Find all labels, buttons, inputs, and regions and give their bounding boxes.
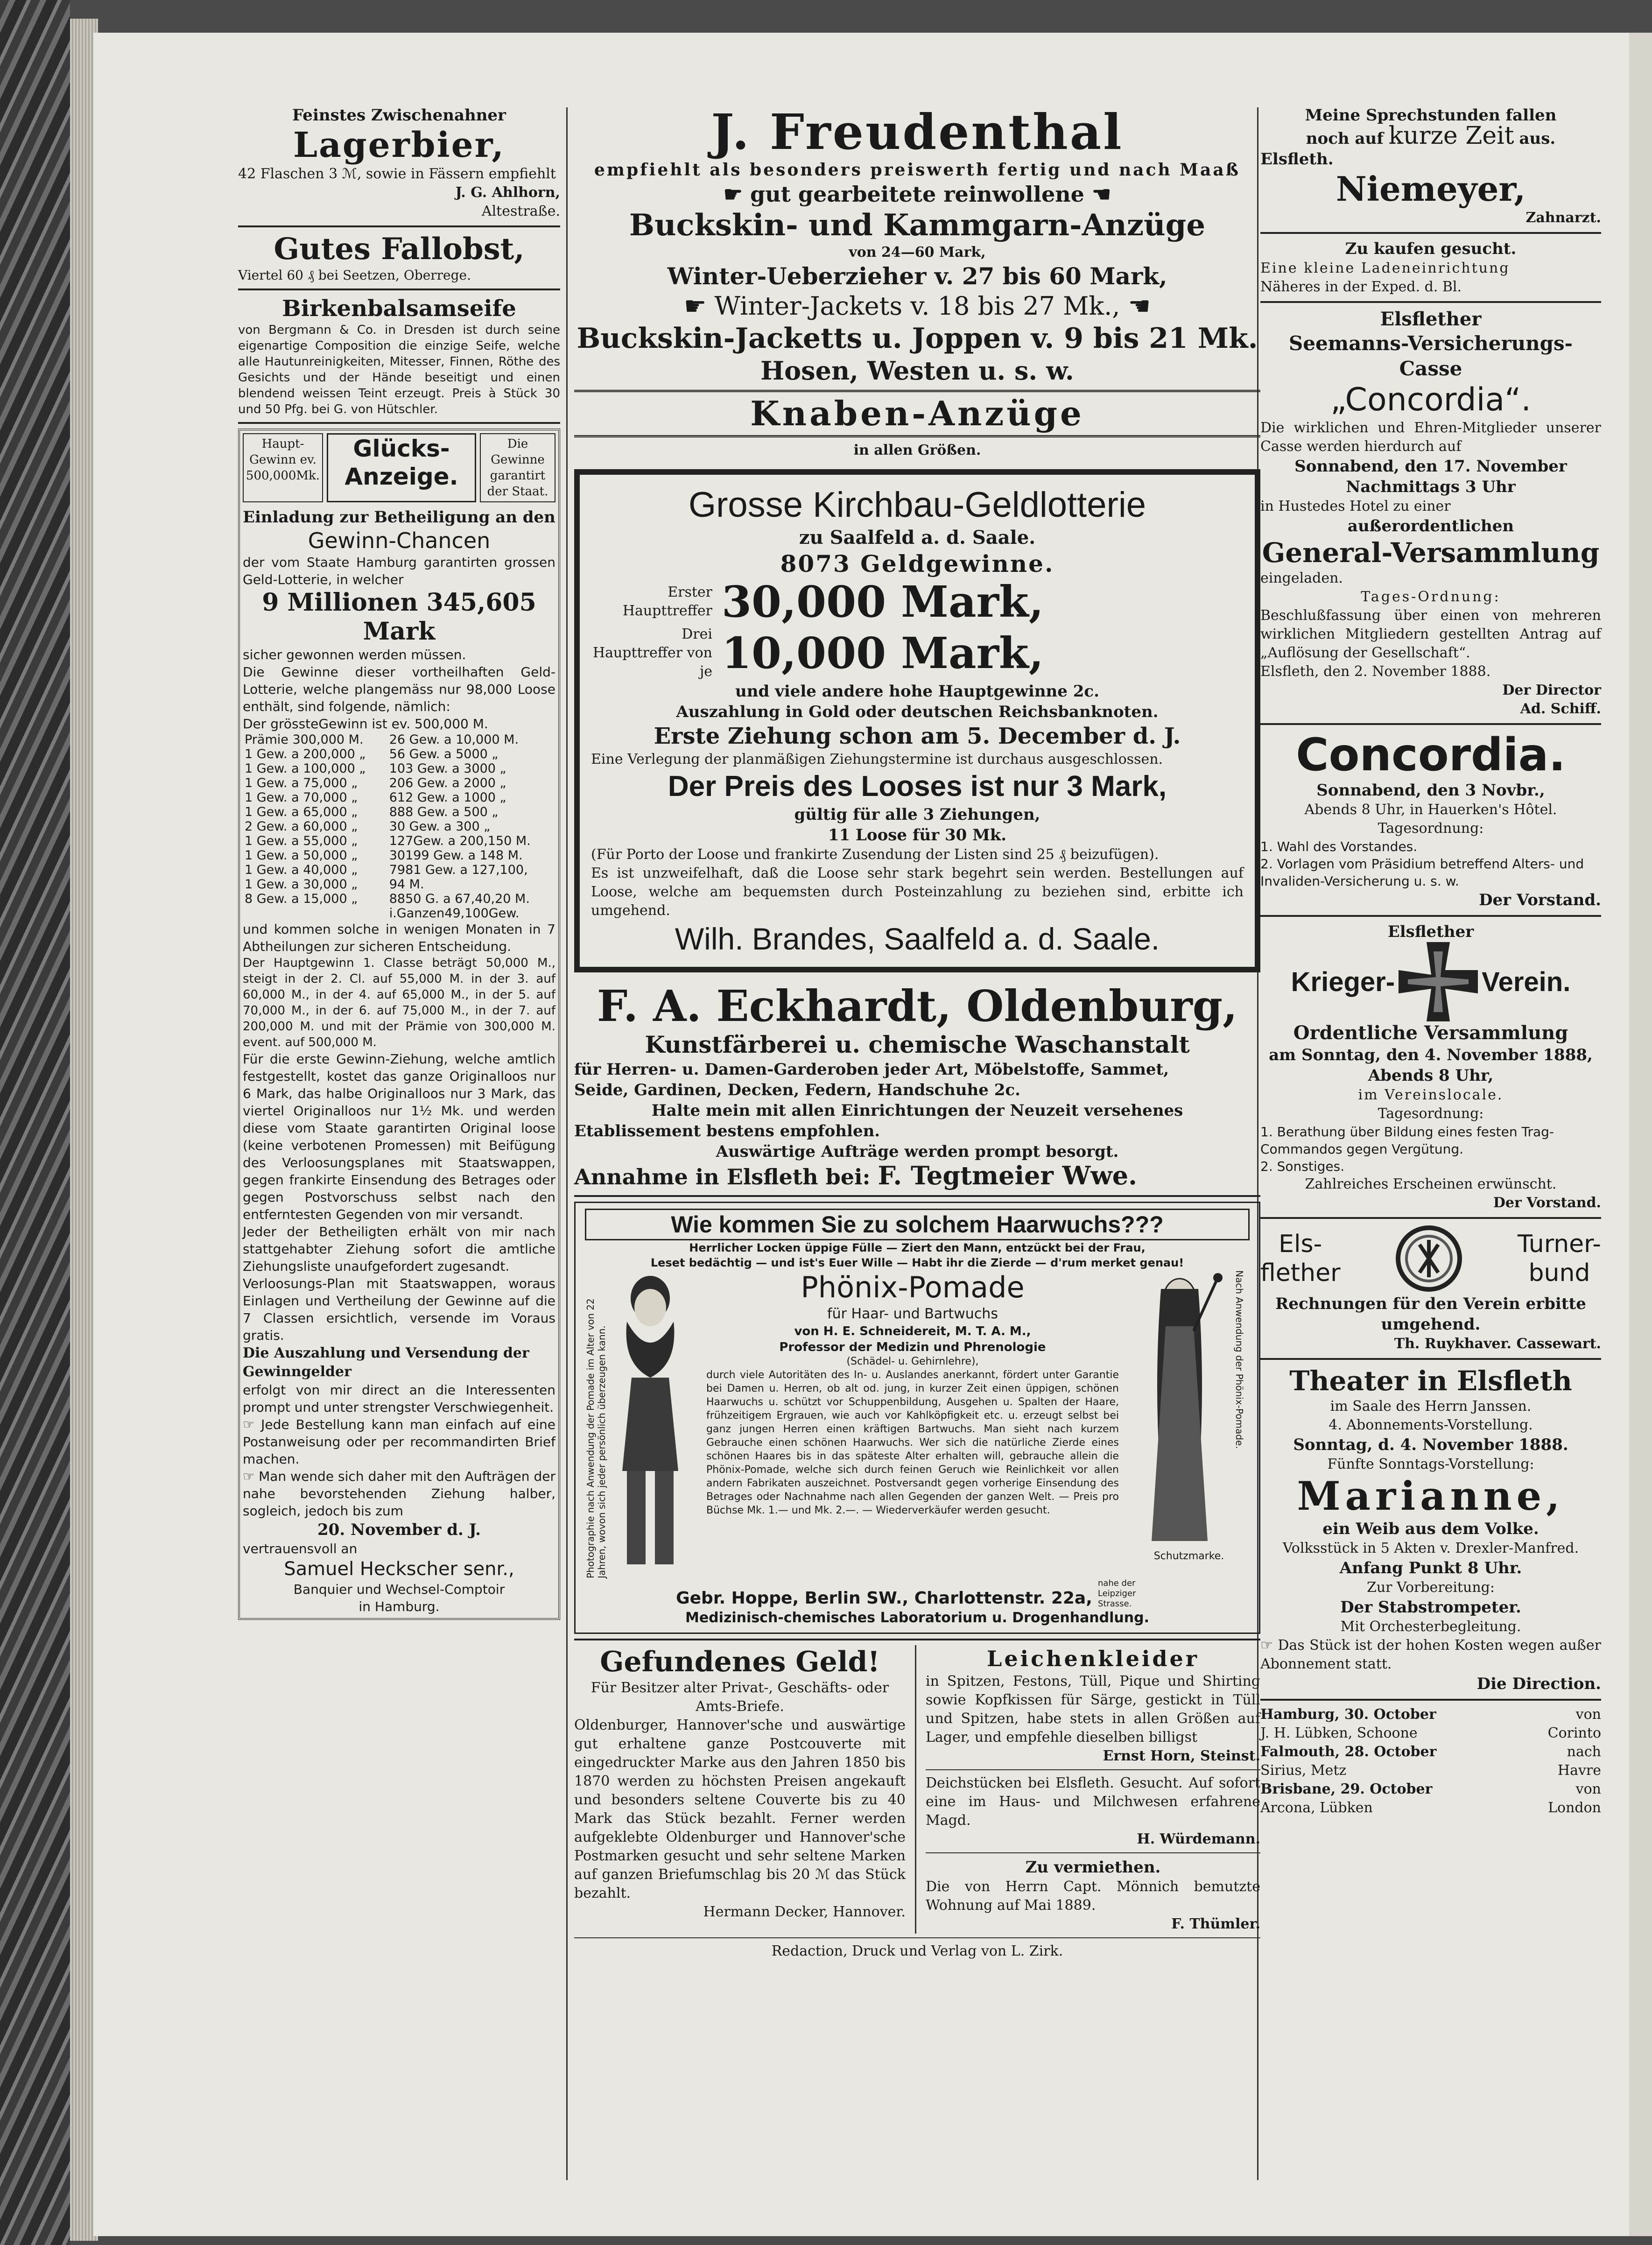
prize-right-cell: 26 Gew. a 10,000 M. (389, 732, 519, 747)
lotterie-p8: erfolgt von mir direct an die Interessenten prompt und unter strengster Verschwiegenheit. (243, 1382, 555, 1415)
sprech-l2 (1260, 122, 1601, 150)
ad-birkenbalsamseife (238, 295, 560, 417)
freudenthal-line1: empfiehlt als besonders preiswerth fertig und nach Maaß (594, 160, 1240, 180)
prize-row (243, 892, 555, 906)
lotterie-title-1: Glücks- (353, 435, 450, 462)
divider (238, 289, 560, 290)
kasse-body1: Die wirklichen und Ehren-Mitglieder unserer Casse werden hierdurch auf (1260, 420, 1601, 455)
prize-right-cell: 30 Gew. a 300 „ (389, 819, 491, 834)
ship-direction: von (1575, 1781, 1601, 1797)
lotterie-p3: Der Hauptgewinn 1. Classe beträgt 50,000 M., steigt in der 2. Cl. auf 55,000 M. in der 3. auf 60,000 M., in der 4. auf 65,000 M., in der 5. auf 70,000 M., in der 6. auf 75,000 M., in der 7. auf 200,000 M. und mit der Prämie von 300,000 M. event. auf 500,000 M. (243, 956, 555, 1049)
lotterie-deadline: 20. November d. J. (317, 1520, 481, 1539)
lotterie-p7: Die Auszahlung und Versendung der Gewinngelder (243, 1345, 529, 1380)
krieger-agenda-h: Tagesordnung: (1378, 1105, 1484, 1122)
ad-fallobst (238, 232, 560, 284)
leichenkleider-seller: Ernst Horn, Steinst. (1103, 1748, 1260, 1764)
turner-header (1260, 1224, 1601, 1294)
eckhardt-l6 (574, 1162, 1260, 1190)
sprech-l2a: noch auf (1306, 129, 1384, 148)
krieger-left: Krieger- (1291, 966, 1395, 997)
prize-row (243, 761, 555, 776)
kirchbau-first-label: Erster Haupttreffer (622, 584, 712, 619)
prize-right-cell: 8850 G. a 67,40,20 M. (389, 892, 530, 906)
phoenix-woman-figure (1128, 1270, 1250, 1578)
prize-left-cell: 1 Gew. a 30,000 „ (245, 877, 358, 892)
ship-entry (1260, 1705, 1601, 1743)
prize-left-cell: 1 Gew. a 50,000 „ (245, 848, 358, 863)
turner-left (1260, 1230, 1340, 1288)
ad-turnerbund (1260, 1224, 1601, 1353)
ad-lagerbier (238, 105, 560, 221)
ad-theater (1260, 1365, 1601, 1694)
phoenix-illustration (585, 1270, 1250, 1578)
krieger-top: Elsflether (1387, 922, 1474, 941)
ad-kirchbau-lotterie (574, 469, 1260, 972)
niemeyer-title: Zahnarzt. (1525, 210, 1601, 226)
prize-right-cell: 612 Gew. a 1000 „ (389, 790, 506, 805)
pointing-hand-left-icon: ☛ (723, 182, 751, 207)
theater-music: Mit Orchesterbegleitung. (1340, 1619, 1521, 1635)
theater-note-text: Das Stück ist der hohen Kosten wegen außer Abonnement statt. (1260, 1637, 1601, 1672)
lotterie-p6: Verloosungs-Plan mit Staatswappen, woraus Einlagen und Vertheilung der Gewinne auf die 7 Classen ersichtlich, versende im Voraus gratis. (243, 1276, 555, 1343)
kasse-l1: Elsflether (1380, 308, 1482, 330)
eckhardt-l2: Seide, Gardinen, Decken, Federn, Handschuhe 2c. (574, 1081, 1020, 1099)
sprech-l2c: aus. (1519, 129, 1556, 148)
ship-destination: London (1548, 1800, 1601, 1816)
lotterie-trust: vertrauensvoll an (243, 1541, 358, 1556)
kasse-name: „Concordia“. (1330, 381, 1531, 418)
ad-kriegerverein (1260, 922, 1601, 1212)
verein-agenda-h: Tagesordnung: (1378, 820, 1484, 837)
freudenthal-line6-text: Winter-Jackets v. 18 bis 27 Mk., (714, 291, 1120, 321)
lotterie-prize-table (243, 732, 555, 921)
ship-port-date: Hamburg, 30. October (1260, 1706, 1436, 1723)
seife-body: von Bergmann & Co. in Dresden ist durch seine eigenartige Composition die einzige Seife, welche alle Hautunreinigkeiten, Mitesser, Finnen, Röthe des Gesichts und der Hände beseitigt und einen blendend weissen Teint erzeugt. Preis à Stück 30 und 50 Pfg. bei G. von Hütschler. (238, 323, 560, 416)
lotterie-p2: und kommen solche in wenigen Monaten in 7 Abtheilungen zur sicheren Entscheidung. (243, 922, 555, 954)
geld-sub: Für Besitzer alter Privat-, Geschäfts- oder Amts-Briefe. (591, 1680, 889, 1715)
deich-seller: H. Würdemann. (1137, 1831, 1260, 1847)
divider (1260, 1217, 1601, 1219)
column-1 (238, 105, 560, 1620)
freudenthal-line7: Buckskin-Jacketts u. Joppen v. 9 bis 21 Mk. (576, 322, 1258, 355)
freudenthal-line4: von 24—60 Mark, (849, 244, 986, 260)
turner-wreath-icon (1394, 1224, 1464, 1294)
theater-play: Marianne, (1297, 1473, 1565, 1519)
phoenix-product: Phönix-Pomade (801, 1270, 1025, 1304)
eckhardt-l6-b: F. Tegtmeier Wwe. (878, 1161, 1137, 1190)
prize-row (243, 776, 555, 790)
kasse-invited: eingeladen. (1260, 570, 1343, 586)
lotterie-p9 (243, 1416, 555, 1468)
divider (238, 225, 560, 227)
phoenix-lab: Medizinisch-chemisches Laboratorium u. Drogenhandlung. (685, 1610, 1150, 1626)
verein-date: Sonnabend, den 3 Novbr., (1316, 781, 1545, 800)
freudenthal-line6 (574, 291, 1260, 322)
prize-row (243, 790, 555, 805)
lotterie-p9-text: Jede Bestellung kann man einfach auf eine Postanweisung oder per recommandirten Brief machen. (243, 1417, 555, 1467)
prize-left-cell (243, 906, 387, 921)
prize-left-cell: 1 Gew. a 55,000 „ (245, 834, 358, 848)
turner-left-1: Els- (1279, 1230, 1322, 1258)
prize-right-cell: 56 Gew. a 5000 „ (389, 747, 499, 761)
ad-concordia-kasse (1260, 308, 1601, 718)
book-marble-edge (0, 0, 70, 2245)
lagerbier-seller: J. G. Ahlhorn, (455, 184, 560, 201)
prize-left-cell: 1 Gew. a 40,000 „ (245, 863, 358, 877)
theater-date: Sonntag, d. 4. November 1888. (1293, 1436, 1568, 1454)
verein-time: Abends 8 Uhr, in Hauerken's Hôtel. (1304, 802, 1557, 818)
ship-destination: Corinto (1547, 1725, 1601, 1741)
lotterie-left-box: Haupt-Gewinn ev. 500,000Mk. (243, 433, 323, 502)
divider (1260, 723, 1601, 725)
bottom-ads-row (574, 1645, 1260, 1934)
krieger-item-2: 2. Sonstiges. (1260, 1159, 1345, 1174)
eckhardt-l6-a: Annahme in Elsfleth bei: (574, 1164, 871, 1189)
prize-left-cell: 1 Gew. a 100,000 „ (245, 761, 366, 776)
ad-phoenix-pomade (574, 1202, 1260, 1634)
prize-left-cell: Prämie 300,000 M. (245, 732, 364, 747)
pointing-hand-icon: ☞ (243, 1417, 261, 1432)
phoenix-l1: Herrlicher Locken üppige Fülle — Ziert den Mann, entzückt bei der Frau, (689, 1241, 1146, 1254)
ad-eckhardt (574, 982, 1260, 1190)
lotterie-p5: Jeder der Betheiligten erhält von mir nach stattgehabter Ziehung sofort die amtliche Ziehungsliste unaufgefordert zugesandt. (243, 1224, 555, 1274)
kasse-meeting: General-Versammlung (1262, 537, 1600, 569)
kirchbau-first-row (591, 578, 1244, 625)
kirchbau-more: und viele andere hohe Hauptgewinne 2c. (735, 682, 1099, 701)
laden-body: Eine kleine Ladeneinrichtung (1260, 260, 1510, 276)
prize-row (243, 732, 555, 747)
krieger-sign: Der Vorstand. (1493, 1195, 1601, 1211)
phoenix-man-figure (585, 1270, 697, 1578)
krieger-call: Zahlreiches Erscheinen erwünscht. (1305, 1176, 1557, 1192)
divider (1260, 232, 1601, 234)
ads-divider (915, 1645, 916, 1934)
freudenthal-line5: Winter-Ueberzieher v. 27 bis 60 Mark, (667, 262, 1167, 290)
prize-left-cell: 1 Gew. a 200,000 „ (245, 747, 366, 761)
kasse-place: in Hustedes Hotel zu einer (1260, 498, 1451, 514)
ad-zu-vermiethen (926, 1857, 1260, 1934)
eckhardt-sub: Kunstfärberei u. chemische Waschanstalt (645, 1031, 1190, 1058)
phoenix-for: für Haar- und Bartwuchs (827, 1306, 998, 1322)
phoenix-right-caption: Nach Anwendung der Phönix-Pomade. (1234, 1270, 1245, 1449)
kirchbau-seller: Wilh. Brandes, Saalfeld a. d. Saale. (675, 922, 1160, 956)
kirchbau-demand: Es ist unzweifelhaft, daß die Loose sehr stark begehrt sein werden. Bestellungen auf Loose, welche am bequemsten durch Posteinzahlung zu beziehen sind, erbitte ich umgehend. (591, 865, 1244, 919)
column-3 (1260, 105, 1601, 1817)
lotterie-intro: der vom Staate Hamburg garantirten grossen Geld-Lotterie, in welcher (243, 555, 555, 587)
turner-sign: Th. Ruykhaver. Cassewart. (1394, 1336, 1601, 1352)
freudenthal-line3: Buckskin- und Kammgarn-Anzüge (629, 208, 1206, 243)
prize-right-cell: 103 Gew. a 3000 „ (389, 761, 506, 776)
lotterie-sure: sicher gewonnen werden müssen. (243, 647, 466, 662)
column-2 (574, 105, 1260, 1961)
pointing-hand-icon: ☞ (243, 1469, 259, 1484)
eckhardt-l3: Halte mein mit allen Einrichtungen der Neuzeit versehenes (651, 1101, 1183, 1120)
theater-note (1260, 1636, 1601, 1674)
lagerbier-headline: Lagerbier, (293, 125, 506, 165)
eckhardt-name: F. A. Eckhardt, Oldenburg, (597, 981, 1238, 1031)
ship-direction: nach (1567, 1744, 1601, 1760)
prize-right-cell: 127Gew. a 200,150 M. (389, 834, 531, 848)
prize-row (243, 848, 555, 863)
krieger-right: Verein. (1482, 966, 1571, 997)
sprech-l2b: kurze Zeit (1388, 122, 1514, 150)
right-small-ads (926, 1645, 1260, 1934)
prize-right-cell: 30199 Gew. a 148 M. (389, 848, 523, 863)
theater-pre-play: Der Stabstrompeter. (1340, 1598, 1521, 1617)
ship-entry (1260, 1743, 1601, 1780)
ad-freudenthal (574, 105, 1260, 460)
vermieten-seller: F. Thümler. (1171, 1916, 1260, 1932)
ship-port-date: Brisbane, 29. October (1260, 1781, 1433, 1797)
woman-with-long-hair-icon (1133, 1270, 1226, 1550)
divider (1260, 301, 1601, 303)
phoenix-q: Wie kommen Sie zu solchem Haarwuchs??? (585, 1209, 1250, 1240)
freudenthal-line9: Knaben-Anzüge (750, 394, 1084, 433)
pointing-hand-right-icon: ☚ (1120, 291, 1151, 321)
theater-pre: Zur Vorbereitung: (1366, 1579, 1495, 1596)
ad-deichstuecken (926, 1774, 1260, 1849)
freudenthal-line10: in allen Größen. (853, 442, 981, 458)
verein-sign: Der Vorstand. (1479, 891, 1601, 909)
lotterie-p10 (243, 1468, 555, 1520)
laden-headline: Zu kaufen gesucht. (1345, 239, 1517, 258)
divider (574, 1937, 1260, 1938)
eckhardt-l5: Auswärtige Aufträge werden prompt besorgt. (716, 1142, 1119, 1161)
verein-item-1: 1. Wahl des Vorstandes. (1260, 839, 1418, 854)
prize-row (243, 819, 555, 834)
vermieten-headline: Zu vermiethen. (1025, 1858, 1161, 1877)
lotterie-title (327, 433, 476, 502)
lagerbier-street: Altestraße. (481, 203, 560, 219)
theater-hall: im Saale des Herrn Janssen. (1330, 1398, 1532, 1415)
ad-gluecks-anzeige (238, 429, 560, 1620)
turner-right-2: bund (1528, 1259, 1590, 1287)
kirchbau-price: Der Preis des Looses ist nur 3 Mark, (668, 770, 1167, 802)
kirchbau-three-label: Drei Haupttreffer von je (592, 626, 712, 680)
ship-destination: Havre (1557, 1762, 1601, 1779)
ad-ladeneinrichtung (1260, 239, 1601, 296)
geld-seller: Hermann Decker, Hannover. (703, 1904, 906, 1920)
lagerbier-body: 42 Flaschen 3 ℳ, sowie in Fässern empfiehlt (238, 166, 556, 182)
lotterie-title-2: Anzeige. (344, 463, 458, 490)
prize-left-cell: 1 Gew. a 65,000 „ (245, 805, 358, 819)
geld-body: Oldenburger, Hannover'sche und auswärtige gut erhaltene ganze Postcouverte mit eingedruckter Marke aus den Jahren 1850 bis 1870 werden zu höchsten Preisen angekauft und besonders seltene Couverte bis zu 40 Mark das Stück bezahlt. Ferner werden aufgeklebte Oldenburger und Hannover'sche Postmarken gesucht und sehr seltene Marken auf ganzen Briefumschlag bis 20 ℳ das Stück bezahlt. (574, 1717, 906, 1901)
prize-right-cell: 94 M. (389, 877, 424, 892)
pointing-hand-left-icon: ☛ (683, 291, 715, 321)
prize-row (243, 747, 555, 761)
ship-port-date: Falmouth, 28. October (1260, 1744, 1437, 1760)
phoenix-shop-note: nahe der Leipziger Strasse. (1097, 1578, 1136, 1609)
ship-entry (1260, 1780, 1601, 1817)
divider (574, 1639, 1260, 1640)
ad-concordia-verein (1260, 730, 1601, 910)
prize-row (243, 906, 555, 921)
prize-row (243, 834, 555, 848)
krieger-time: Abends 8 Uhr, (1368, 1066, 1494, 1085)
phoenix-body: durch viele Autoritäten des In- u. Auslandes anerkannt, fördert unter Garantie bei Damen u. Herren, ob alt od. jung, in kurzer Zeit einen üppigen, schönen Haarwuchs u. schützt vor Schuppenbildung, Ausgehen u. Spalten der Haare, frühzeitigem Ergrauen, wie auch vor Kahlköpfigkeit etc. u. erzeugt selbst bei ganz jungen Herren einen kräftigen Bartwuchs. Man sieht nach kurzem Gebrauche einen schönen Haarwuchs. Wer sich die natürliche Zierde eines schönen Haares bis in das späteste Alter erhalten will, gebrauche allein die Phönix-Pomade, welche sich durch feinen Geruch wie Reinlichkeit vor allen andern Fabrikaten auszeichnet. Postversandt gegen vorherige Einsendung des Betrages oder Nachnahme nach allen Gegenden der ganzen Welt. — Preis pro Büchse Mk. 1.— und Mk. 2.—. — Wiederverkäufer werden gesucht. (706, 1369, 1119, 1516)
kasse-agenda-h: Tages-Ordnung: (1361, 589, 1501, 605)
divider (1260, 1358, 1601, 1360)
phoenix-spec: (Schädel- u. Gehirnlehre), (846, 1356, 979, 1367)
kasse-sign1: Der Director (1502, 682, 1601, 698)
sprech-l1: Meine Sprechstunden fallen (1305, 106, 1557, 125)
freudenthal-name: J. Freudenthal (711, 103, 1124, 161)
kasse-agenda: Beschlußfassung über einen von mehreren wirklichen Mitgliedern gestellten Antrag auf „Auflösung der Gesellschaft“. (1260, 607, 1601, 661)
theater-perf: 4. Abonnements-Vorstellung. (1329, 1417, 1533, 1433)
divider (1260, 915, 1601, 917)
theater-sub: ein Weib aus dem Volke. (1322, 1520, 1539, 1538)
kasse-l2: Seemanns-Versicherungs-Casse (1288, 332, 1573, 380)
lotterie-p10-text: Man wende sich daher mit den Aufträgen der nahe bevorstehenden Ziehung halber, sogleich, jedoch bis zum (243, 1469, 555, 1519)
prize-right-cell: 206 Gew. a 2000 „ (389, 776, 506, 790)
kasse-dateline: Elsfleth, den 2. November 1888. (1260, 663, 1491, 680)
verein-item-2: 2. Vorlagen vom Präsidium betreffend Alters- und Invaliden-Versicherung u. s. w. (1260, 856, 1584, 889)
divider (926, 1852, 1260, 1853)
divider (1260, 1699, 1601, 1701)
kirchbau-draw: Erste Ziehung schon am 5. December d. J. (654, 723, 1181, 749)
theater-sign: Die Direction. (1476, 1675, 1601, 1693)
ship-news (1260, 1705, 1601, 1817)
turner-left-2: flether (1260, 1259, 1341, 1287)
facing-page-strip (1629, 33, 1652, 2236)
freudenthal-line2 (574, 181, 1260, 208)
lotterie-banker-2: Banquier und Wechsel-Comptoir (293, 1582, 505, 1597)
prize-left-cell: 8 Gew. a 15,000 „ (245, 892, 358, 906)
kirchbau-title: Grosse Kirchbau-Geldlotterie (689, 485, 1146, 525)
pointing-hand-right-icon: ☚ (1084, 182, 1111, 207)
ad-leichenkleider (926, 1645, 1260, 1766)
krieger-header (1260, 942, 1601, 1021)
ship-name: Sirius, Metz (1260, 1762, 1347, 1779)
kasse-extra: außerordentlichen (1347, 517, 1514, 535)
lotterie-p4: Für die erste Gewinn-Ziehung, welche amtlich festgestellt, kostet das ganze Originalloos nur 6 Mark, das halbe Originalloos nur 3 Mark, das viertel Originalloos nur 1½ Mk. und werden diese vom Staate garantirten Original loose (keine verbotenen Promessen) mit Beifügung des Verloosungsplanes mit Staatswappen, gegen frankirte Einsendung des Betrages oder gegen Postvorschuss selbst nach den entferntesten Gegenden von mir versandt. (243, 1051, 555, 1222)
geld-headline: Gefundenes Geld! (600, 1646, 880, 1678)
leichenkleider-body: in Spitzen, Festons, Tüll, Pique und Shirting sowie Kopfkissen für Särge, gestickt in Tüll und Spitzen, habe stets in allen Größen auf Lager, und empfehle dieselben billigst (926, 1673, 1260, 1745)
krieger-item-1: 1. Berathung über Bildung eines festen Trag-Commandos gegen Vergütung. (1260, 1124, 1554, 1157)
prize-right-cell: 7981 Gew. a 127,100, (389, 863, 528, 877)
prize-left-cell: 2 Gew. a 60,000 „ (245, 819, 358, 834)
krieger-date: am Sonntag, den 4. November 1888, (1269, 1046, 1593, 1064)
lotterie-millions: 9 Millionen 345,605 Mark (262, 588, 536, 646)
deich-body: Deichstücken bei Elsfleth. Gesucht. Auf sofort eine im Haus- und Milchwesen erfahrene Magd. (926, 1775, 1260, 1829)
lagerbier-kicker: Feinstes Zwischenahner (292, 106, 506, 125)
prize-right-cell: 888 Gew. a 500 „ (389, 805, 499, 819)
kirchbau-valid: gültig für alle 3 Ziehungen, (794, 805, 1040, 824)
column-rule-1 (566, 107, 568, 2180)
kirchbau-three-value: 10,000 Mark, (722, 628, 1044, 678)
fallobst-headline: Gutes Fallobst, (274, 232, 525, 267)
niemeyer-name: Niemeyer, (1336, 169, 1526, 209)
krieger-place: im Vereinslocale. (1358, 1087, 1504, 1103)
leichenkleider-headline: Leichenkleider (986, 1646, 1199, 1671)
divider (238, 422, 560, 424)
verein-name: Concordia. (1296, 729, 1566, 781)
ship-name: Arcona, Lübken (1260, 1800, 1373, 1816)
phoenix-prof: Professor der Medizin und Phrenologie (779, 1340, 1046, 1354)
phoenix-by: von H. E. Schneidereit, M. T. A. M., (794, 1324, 1031, 1338)
kirchbau-eleven: 11 Loose für 30 Mk. (828, 826, 1007, 845)
kirchbau-place: zu Saalfeld a. d. Saale. (799, 527, 1036, 549)
krieger-meeting: Ordentliche Versammlung (1293, 1022, 1568, 1044)
kirchbau-note: Eine Verlegung der planmäßigen Ziehungstermine ist durchaus ausgeschlossen. (591, 751, 1163, 767)
lotterie-invite: Einladung zur Betheiligung an den (243, 508, 555, 527)
divider (926, 1769, 1260, 1770)
theater-type: Fünfte Sonntags-Vorstellung: (1327, 1456, 1534, 1472)
eckhardt-l4: Etablissement bestens empfohlen. (574, 1122, 880, 1140)
lotterie-top-prize: Der grössteGewinn ist ev. 500,000 M. (243, 716, 488, 732)
theater-desc: Volksstück in 5 Akten v. Drexler-Manfred. (1282, 1540, 1579, 1556)
man-with-beard-icon (608, 1270, 692, 1569)
imprint: Redaction, Druck und Verlag von L. Zirk. (771, 1943, 1063, 1959)
lotterie-city: in Hamburg. (359, 1599, 440, 1614)
prize-row (243, 805, 555, 819)
kirchbau-payout: Auszahlung in Gold oder deutschen Reichsbanknoten. (676, 703, 1159, 721)
ad-niemeyer (1260, 105, 1601, 227)
kasse-date: Sonnabend, den 17. November (1294, 457, 1567, 476)
kirchbau-first-value: 30,000 Mark, (722, 577, 1044, 627)
ship-direction: von (1575, 1706, 1601, 1723)
ship-name: J. H. Lübken, Schoone (1260, 1725, 1418, 1741)
prize-right-cell: i.Ganzen49,100Gew. (389, 906, 520, 921)
turner-right (1518, 1230, 1601, 1288)
vermieten-body: Die von Herrn Capt. Mönnich bemutzte Wohnung auf Mai 1889. (926, 1879, 1260, 1914)
lotterie-banker: Samuel Heckscher senr., (284, 1558, 514, 1580)
lotterie-chances: Gewinn-Chancen (308, 528, 491, 553)
turner-right-1: Turner- (1517, 1230, 1601, 1258)
laden-note: Näheres in der Exped. d. Bl. (1260, 279, 1462, 295)
prize-row (243, 877, 555, 892)
pointing-hand-icon: ☞ (1260, 1637, 1278, 1654)
phoenix-shop: Gebr. Hoppe, Berlin SW., Charlottenstr. 22a, (676, 1589, 1092, 1608)
lotterie-p1: Die Gewinne dieser vortheilhaften Geld-Lotterie, welche plangemäss nur 98,000 Loose enthält, sind folgende, nämlich: (243, 664, 555, 714)
theater-headline: Theater in Elsfleth (1289, 1365, 1572, 1397)
kasse-sign2: Ad. Schiff. (1520, 701, 1601, 717)
iron-cross-icon (1399, 942, 1478, 1021)
seife-headline: Birkenbalsamseife (282, 296, 516, 322)
prize-left-cell: 1 Gew. a 75,000 „ (245, 776, 358, 790)
eckhardt-l1: für Herren- u. Damen-Garderoben jeder Art, Möbelstoffe, Sammet, (574, 1060, 1169, 1079)
kirchbau-postage: (Für Porto der Loose und frankirte Zusendung der Listen sind 25 ₰ beizufügen). (591, 846, 1159, 863)
freudenthal-line2-text: gut gearbeitete reinwollene (750, 182, 1084, 207)
kirchbau-three-row (591, 625, 1244, 681)
fallobst-body: Viertel 60 ₰ bei Seetzen, Oberrege. (238, 267, 471, 283)
turner-body: Rechnungen für den Verein erbitte umgehend. (1275, 1295, 1586, 1334)
lotterie-right-box: Die Gewinne garantirt der Staat. (480, 433, 555, 502)
sprech-l3: Elsfleth. (1260, 150, 1334, 169)
kirchbau-count: 8073 Geldgewinne. (780, 550, 1054, 577)
prize-left-cell: 1 Gew. a 70,000 „ (245, 790, 358, 805)
phoenix-left-caption: Photographie nach Anwendung der Pomade im Alter von 22 Jahren, wovon sich jeder persönlich überzeugen kann. (585, 1298, 607, 1578)
divider (574, 1195, 1260, 1197)
phoenix-trademark: Schutzmarke. (1153, 1550, 1224, 1562)
freudenthal-line8: Hosen, Westen u. s. w. (760, 356, 1074, 386)
kasse-time: Nachmittags 3 Uhr (1346, 478, 1516, 496)
phoenix-l2: Leset bedächtig — und ist's Euer Wille — Habt ihr die Zierde — d'rum merket genau! (650, 1256, 1184, 1269)
prize-row (243, 863, 555, 877)
ad-gefundenes-geld (574, 1645, 906, 1934)
theater-start: Anfang Punkt 8 Uhr. (1339, 1559, 1522, 1577)
